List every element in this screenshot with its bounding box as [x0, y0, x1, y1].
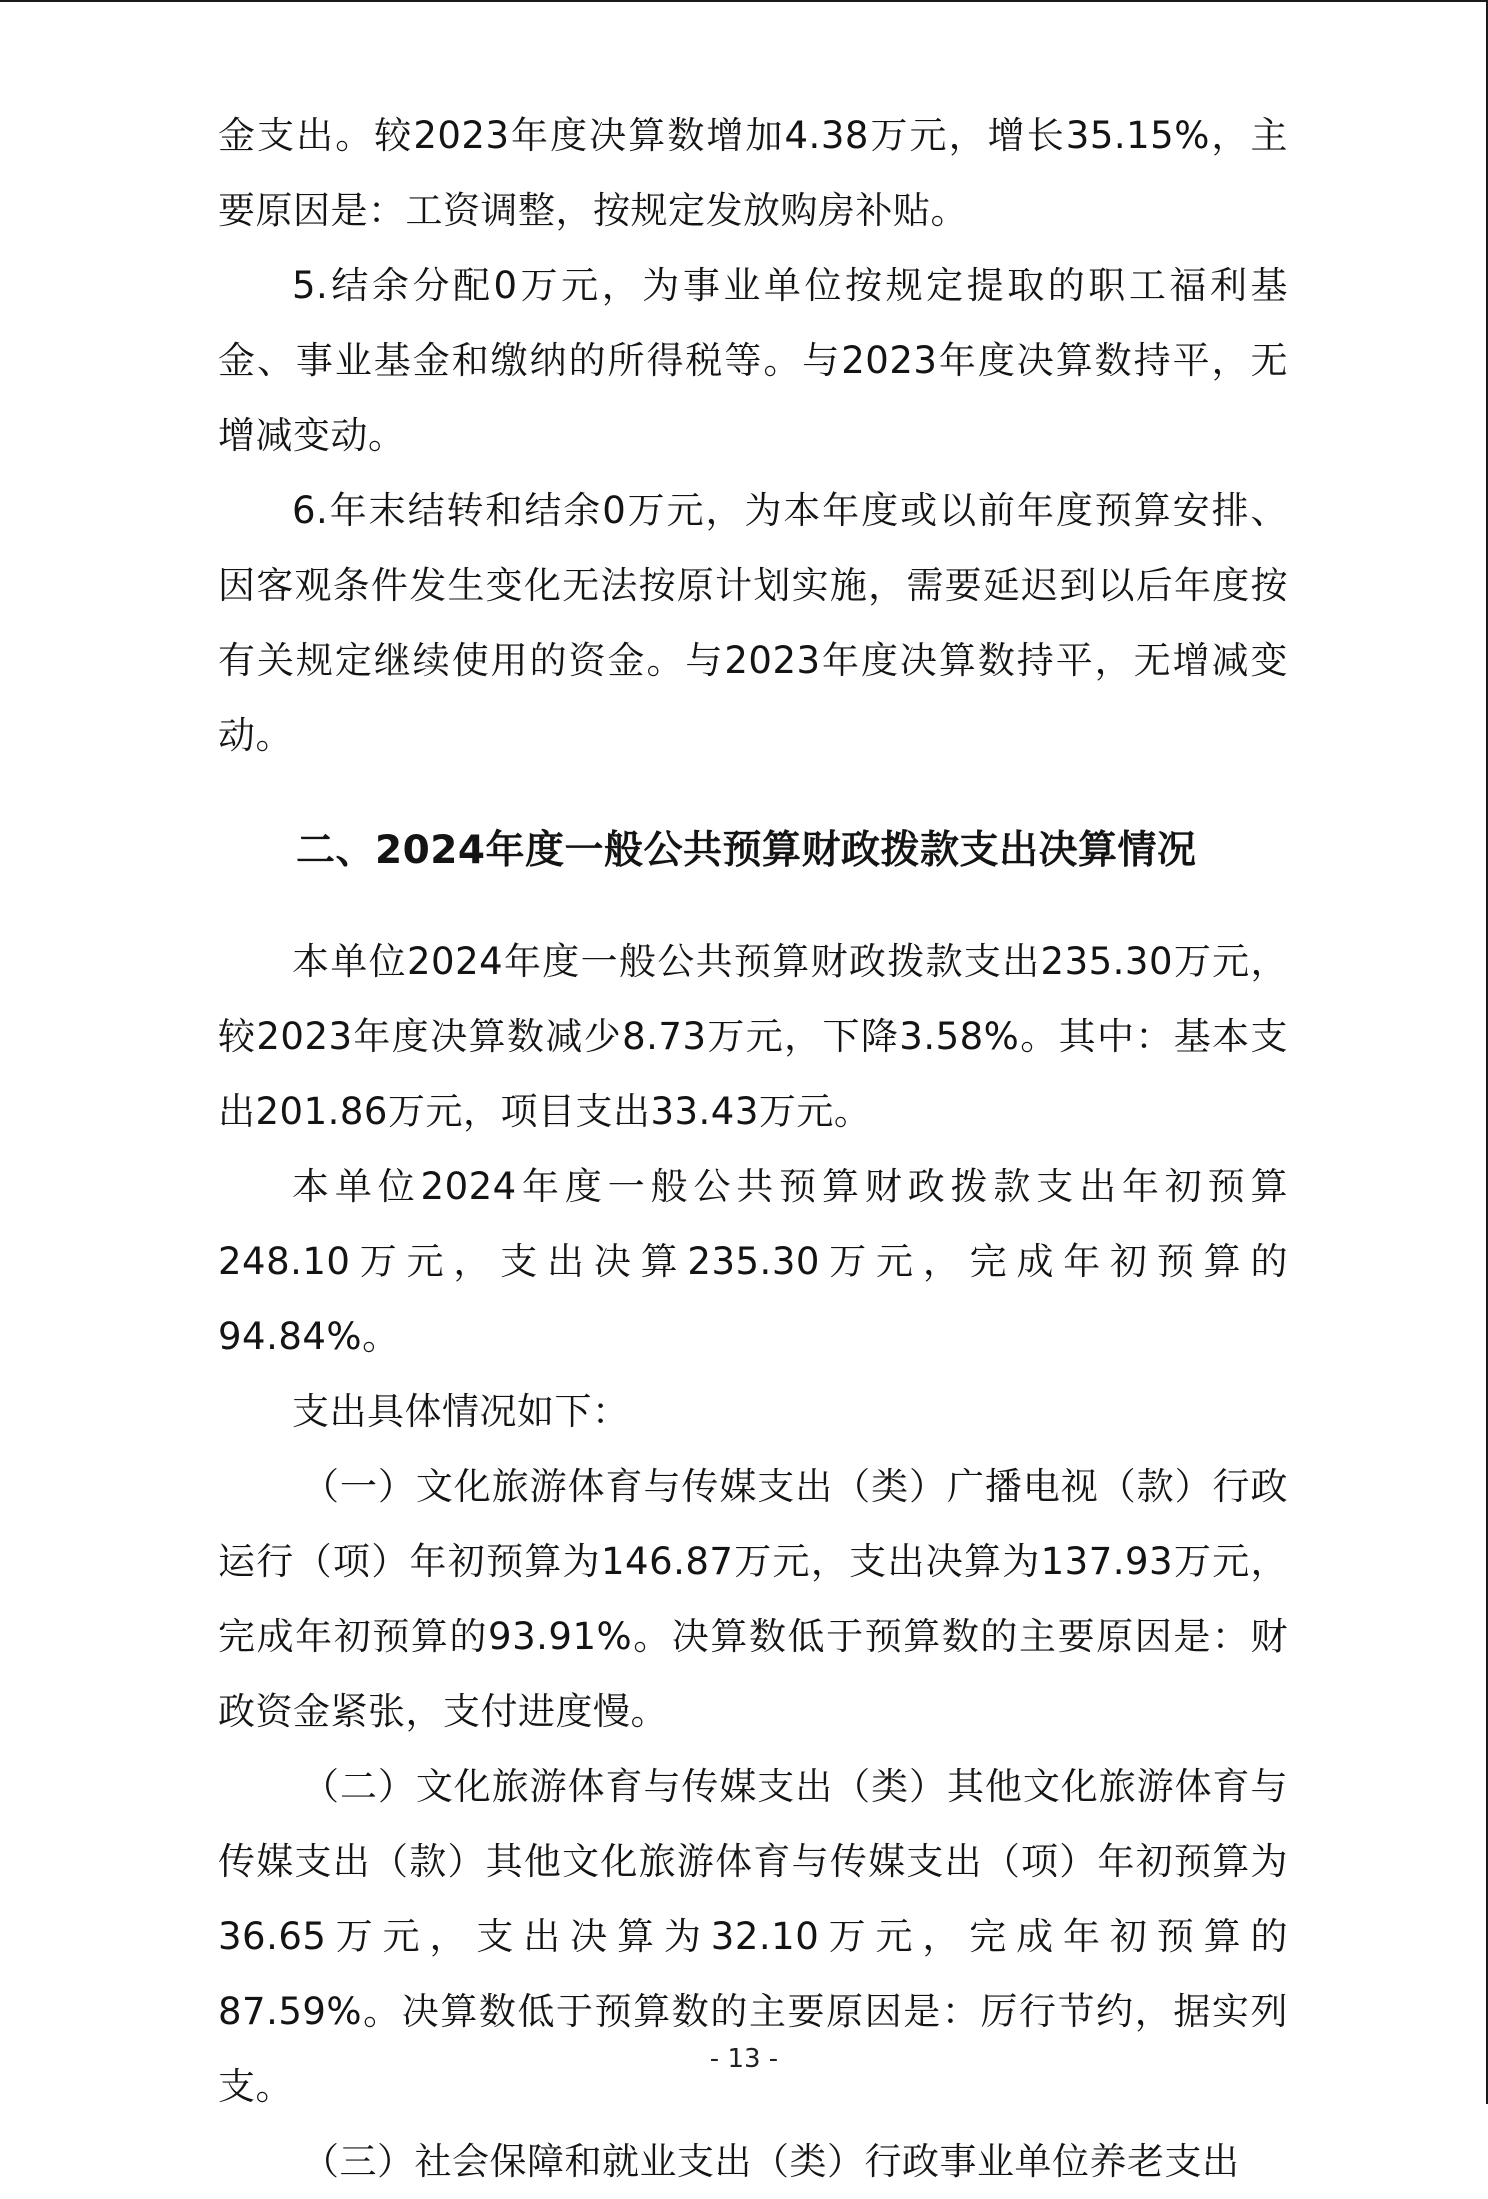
paragraph-year-end-carryover: 6.年末结转和结余0万元，为本年度或以前年度预算安排、因客观条件发生变化无法按原计划实施，需要延迟到以后年度按有关规定继续使用的资金。与2023年度决算数持平，无增减变动。 [218, 489, 1288, 757]
paragraph-item-three: （三）社会保障和就业支出（类）行政事业单位养老支出 [302, 2140, 1240, 2183]
paragraph-balance-distribution: 5.结余分配0万元，为事业单位按规定提取的职工福利基金、事业基金和缴纳的所得税等。与2023年度决算数持平，无增减变动。 [218, 264, 1288, 457]
paragraph-continuation: 金支出。较2023年度决算数增加4.38万元，增长35.15%，主要原因是：工资调整，按规定发放购房补贴。 [218, 114, 1288, 232]
top-border [0, 0, 1488, 2]
paragraph-expenditure-summary: 本单位2024年度一般公共预算财政拨款支出235.30万元，较2023年度决算数减少8.73万元，下降3.58%。其中：基本支出201.86万元，项目支出33.43万元。 [218, 940, 1288, 1133]
paragraph-item-two: （二）文化旅游体育与传媒支出（类）其他文化旅游体育与传媒支出（款）其他文化旅游体育与传媒支出（项）年初预算为36.65万元，支出决算为32.10万元，完成年初预算的87.59%。决算数低于预算数的主要原因是：厉行节约，据实列支。 [218, 1765, 1288, 2108]
paragraph-budget-completion: 本单位2024年度一般公共预算财政拨款支出年初预算248.10万元，支出决算235.30万元，完成年初预算的94.84%。 [218, 1165, 1288, 1358]
page-number: - 13 - [709, 2044, 779, 2074]
section-heading: 二、2024年度一般公共预算财政拨款支出决算情况 [296, 828, 1197, 873]
paragraph-details-intro: 支出具体情况如下： [292, 1390, 630, 1433]
document-body [218, 98, 1288, 2199]
paragraph-item-one: （一）文化旅游体育与传媒支出（类）广播电视（款）行政运行（项）年初预算为146.87万元，支出决算为137.93万元，完成年初预算的93.91%。决算数低于预算数的主要原因是：财政资金紧张，支付进度慢。 [218, 1465, 1288, 1733]
